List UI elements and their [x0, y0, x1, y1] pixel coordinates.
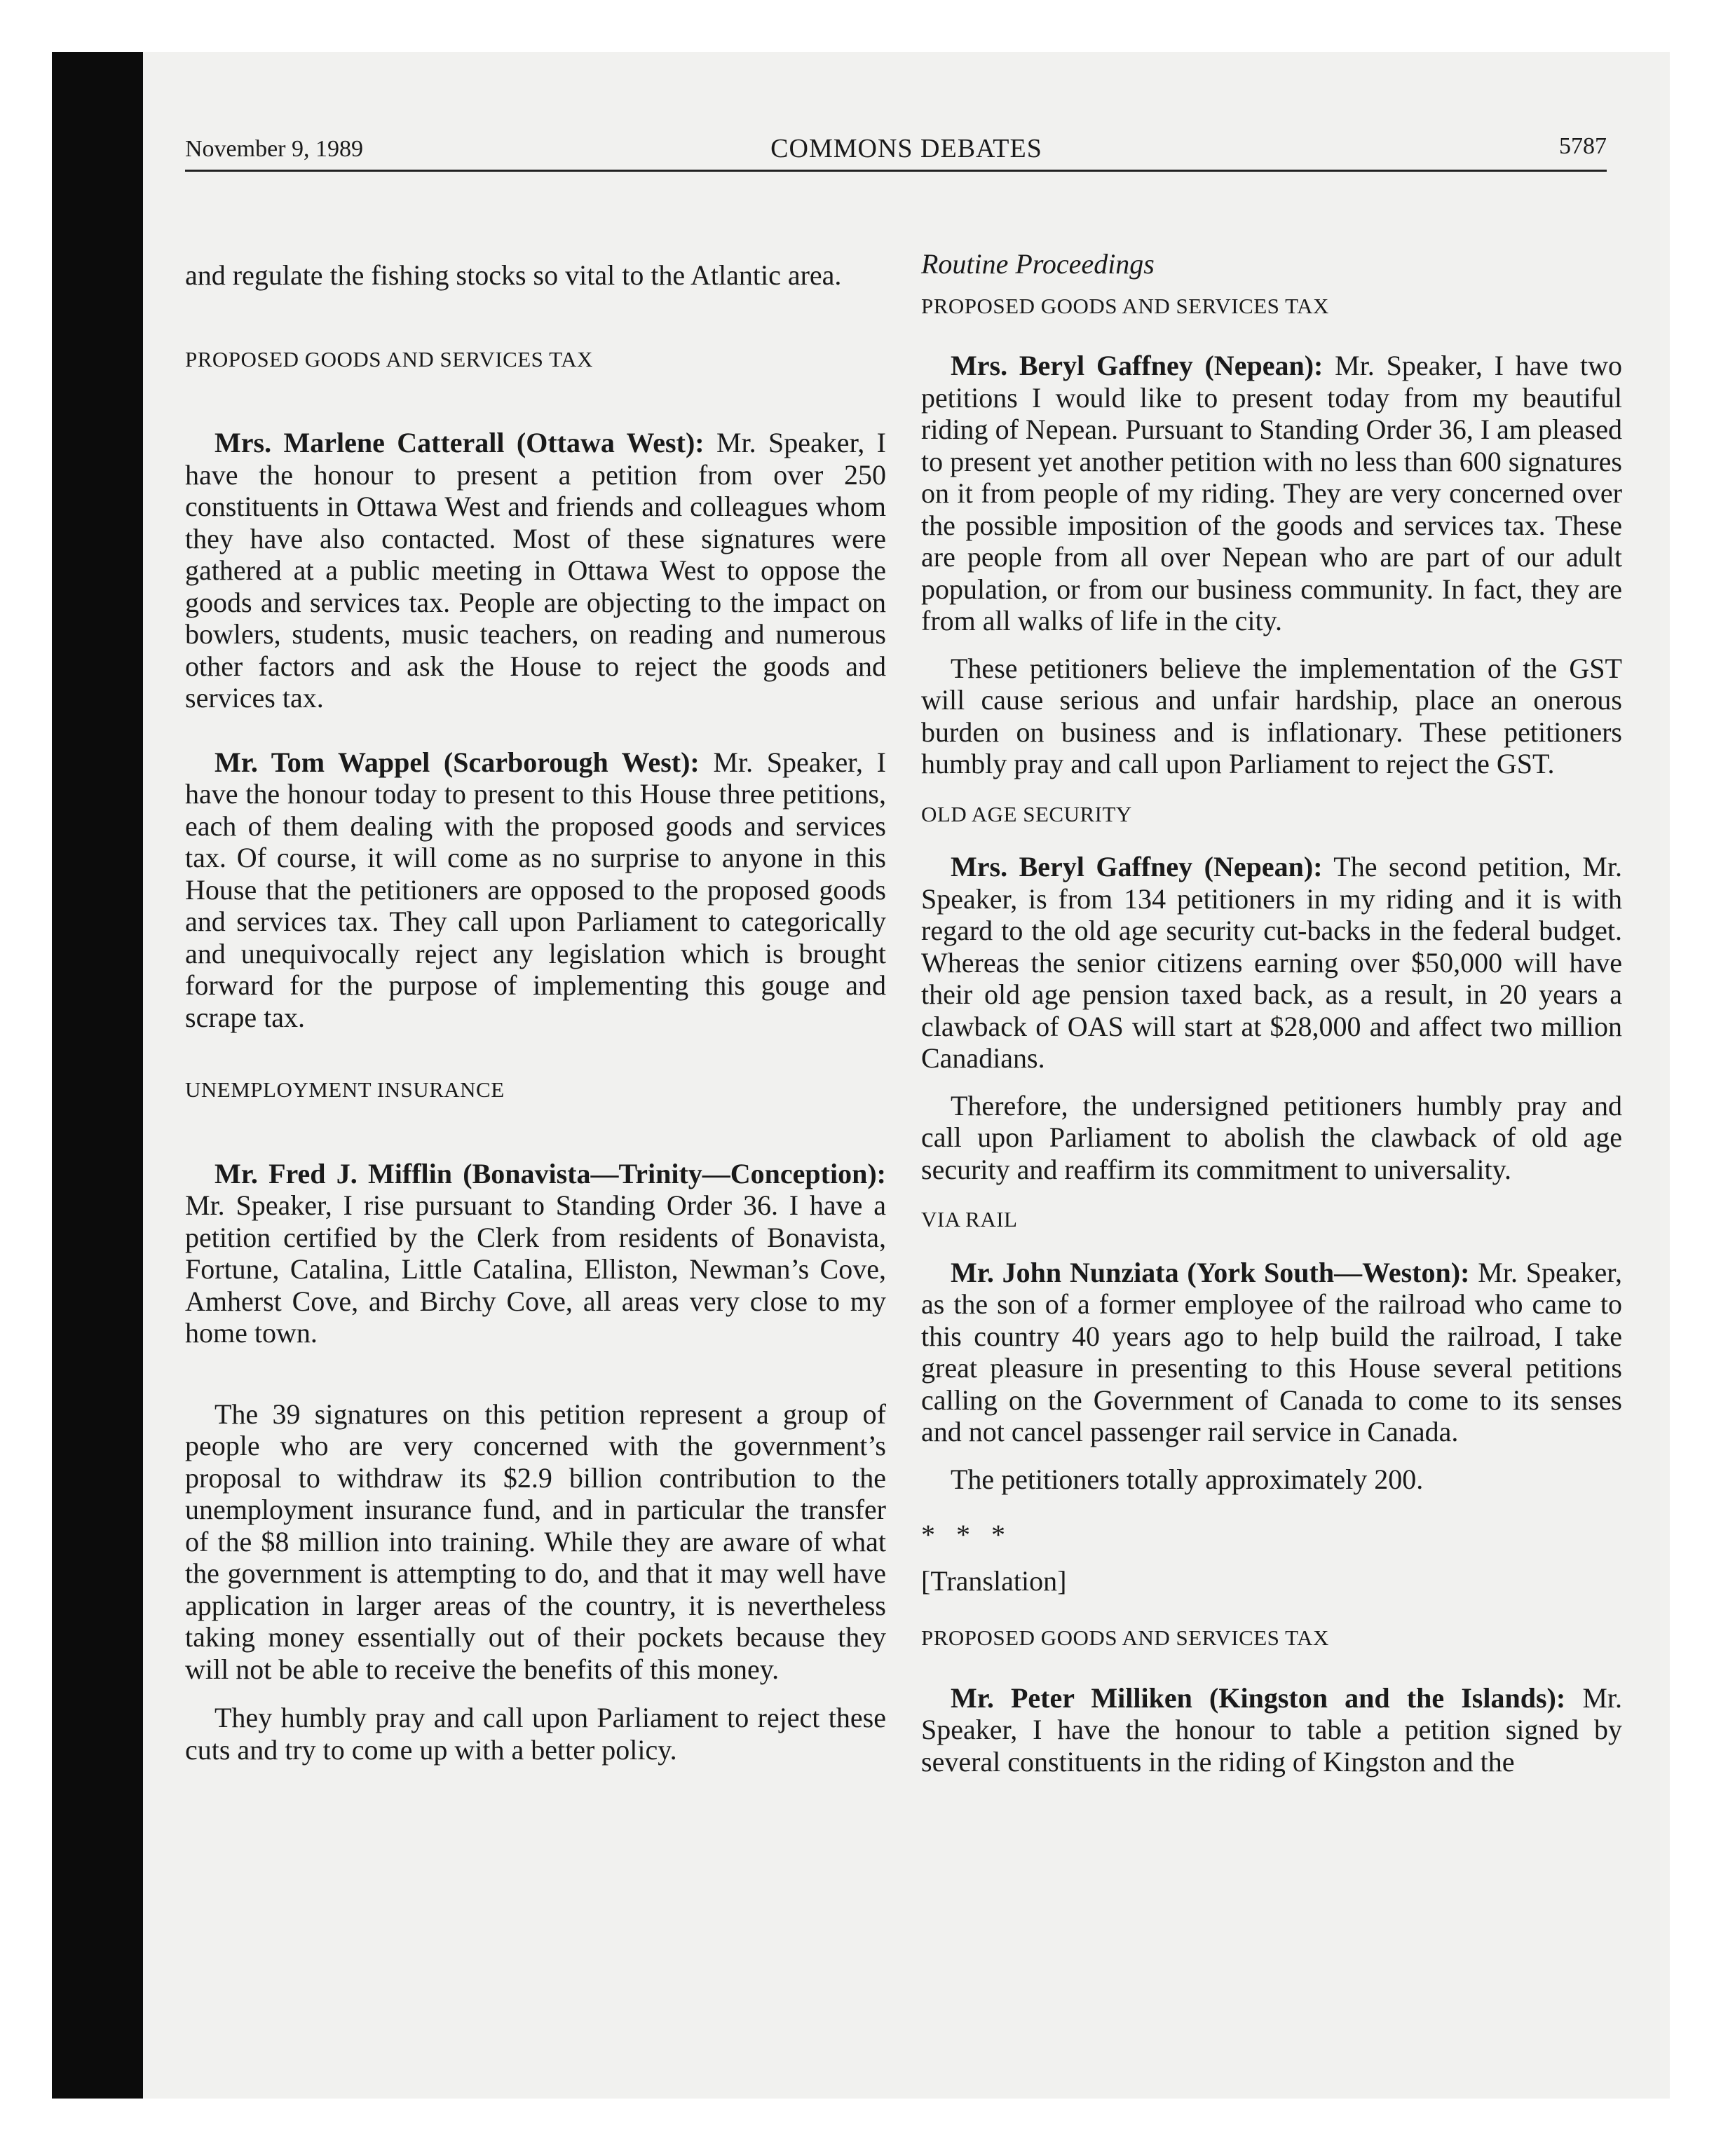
heading-unemployment: UNEMPLOYMENT INSURANCE: [185, 1077, 505, 1102]
text-gaffney-2: The second petition, Mr. Speaker, is from 134 petitioners in my riding and it is with regard to the old age security cut-backs in the federal budget. Whereas the senior citizens earning over $50,000 will have their old age pension taxed back, as a result, in 20 years a clawback of OAS will start at $28,000 and affect two million Canadians.: [921, 851, 1622, 1074]
section-title: Routine Proceedings: [921, 248, 1155, 280]
speaker-nunziata: Mr. John Nunziata (York South—Weston):: [951, 1256, 1470, 1288]
heading-gst-left: PROPOSED GOODS AND SERVICES TAX: [185, 346, 593, 371]
page-number: 5787: [1559, 133, 1607, 159]
speaker-wappel: Mr. Tom Wappel (Scarborough West):: [215, 746, 700, 778]
left-column: [185, 259, 886, 1766]
speaker-gaffney-1: Mrs. Beryl Gaffney (Nepean):: [951, 350, 1324, 381]
speaker-mifflin: Mr. Fred J. Mifflin (Bonavista—Trinity—Conception):: [215, 1157, 886, 1189]
paragraph-signatures: The 39 signatures on this petition represent a group of people who are very concerned with the government’s proposal to withdraw its $2.9 billion contribution to the unemployment insurance fund, and in particular the transfer of the $8 million into training. While they are aware of what the government is attempting to do, and that it may well have application in larger areas of the country, it is nevertheless taking money essentially out of their pockets because they will not be able to receive the benefits of this money.: [185, 1398, 886, 1685]
right-column: [921, 248, 1622, 1778]
paragraph-pray: They humbly pray and call upon Parliament to reject these cuts and try to come up with a better policy.: [185, 1702, 886, 1766]
document-page: [143, 52, 1670, 2099]
paragraph-nunziata: [921, 1257, 1622, 1448]
section-separator: * * *: [921, 1519, 1012, 1550]
heading-gst-right-2: PROPOSED GOODS AND SERVICES TAX: [921, 1625, 1329, 1650]
paragraph-gaffney-1: [921, 350, 1622, 637]
text-nunziata: Mr. Speaker, as the son of a former employee of the railroad who came to this country 40 years ago to help build the railroad, I take great pleasure in presenting to this House several petitions calling on the Government of Canada to come to its senses and not cancel passenger rail service in Canada.: [921, 1256, 1623, 1447]
paragraph-catterall: [185, 427, 886, 714]
speaker-gaffney-2: Mrs. Beryl Gaffney (Nepean):: [951, 851, 1323, 882]
text-wappel: Mr. Speaker, I have the honour today to present to this House three petitions, each of them dealing with the proposed goods and services tax. Of course, it will come as no surprise to anyone in this House that the petitioners are opposed to the proposed goods and services tax. They call upon Parliament to categorically and unequivocally reject any legislation which is brought forward for the purpose of implementing this gouge and scrape tax.: [185, 746, 886, 1033]
speaker-milliken: Mr. Peter Milliken (Kingston and the Islands):: [951, 1681, 1566, 1714]
heading-old-age-security: OLD AGE SECURITY: [921, 801, 1132, 826]
header-rule: [185, 170, 1607, 172]
header-date: November 9, 1989: [185, 136, 364, 162]
heading-gst-right: PROPOSED GOODS AND SERVICES TAX: [921, 293, 1329, 318]
text-catterall: Mr. Speaker, I have the honour to present a petition from over 250 constituents in Ottawa West and friends and colleagues whom they have also contacted. Most of these signatures were gathered at a public meeting in Ottawa West to oppose the goods and services tax. People are objecting to the impact on bowlers, students, music teachers, on reading and numerous other factors and ask the House to reject the goods and services tax.: [185, 427, 886, 714]
paragraph-wappel: [185, 746, 886, 1034]
heading-via-rail: VIA RAIL: [921, 1207, 1018, 1231]
text-milliken: Mr. Speaker, I have the honour to table a petition signed by several constituents in the riding of Kingston and the: [921, 1681, 1623, 1778]
text-gaffney-1: Mr. Speaker, I have two petitions I would like to present today from my beautiful riding of Nepean. Pursuant to Standing Order 36, I am pleased to present yet another petition with no less than 600 signatures on it from people of my riding. They are very concerned over the possible imposition of the goods and services tax. These are people from all over Nepean who are part of our adult population, or from our business community. In fact, they are from all walks of life in the city.: [921, 350, 1623, 636]
binding-shadow: [52, 52, 143, 2099]
text-mifflin: Mr. Speaker, I rise pursuant to Standing Order 36. I have a petition certified by the Clerk from residents of Bonavista, Fortune, Catalina, Little Catalina, Elliston, Newman’s Cove, Amherst Cove, and Birchy Cove, all areas very close to my home town.: [185, 1189, 886, 1349]
speaker-catterall: Mrs. Marlene Catterall (Ottawa West):: [215, 427, 705, 458]
paragraph-milliken: [921, 1682, 1622, 1778]
paragraph-clawback: Therefore, the undersigned petitioners humbly pray and call upon Parliament to abolish the clawback of old age security and reaffirm its commitment to universality.: [921, 1089, 1622, 1185]
translation-note: [Translation]: [921, 1564, 1067, 1597]
paragraph-continued: and regulate the fishing stocks so vital to the Atlantic area.: [185, 259, 842, 291]
paragraph-mifflin: [185, 1158, 886, 1349]
header-title: COMMONS DEBATES: [770, 134, 1042, 163]
paragraph-gaffney-2: [921, 851, 1622, 1074]
paragraph-gst-hardship: These petitioners believe the implementation of the GST will cause serious and unfair hardship, place an onerous burden on business and is inflationary. These petitioners humbly pray and call upon Parliament to reject the GST.: [921, 652, 1622, 779]
paragraph-petitioners-total: The petitioners totally approximately 200.: [951, 1463, 1424, 1495]
